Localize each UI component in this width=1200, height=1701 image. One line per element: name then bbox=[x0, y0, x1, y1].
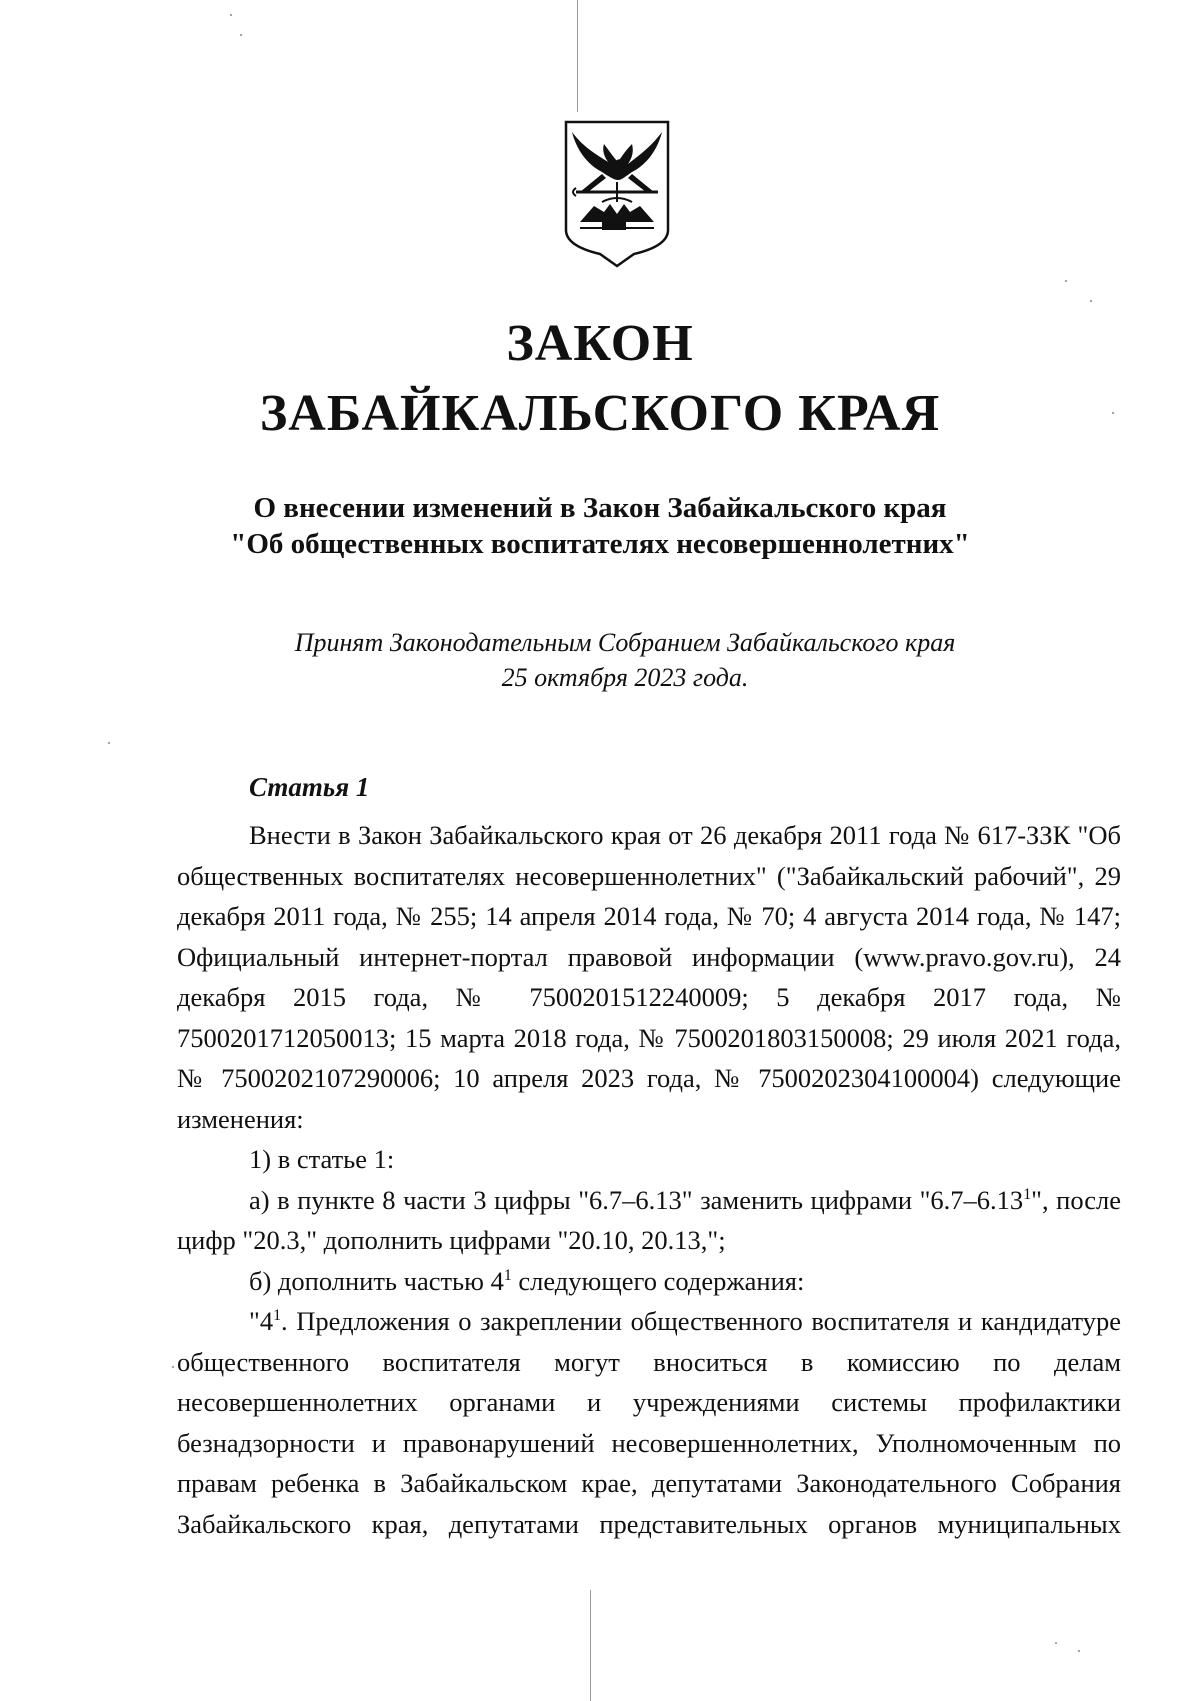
item-1-paragraph: 1) в статье 1: bbox=[249, 1144, 395, 1174]
scan-speck bbox=[230, 14, 232, 16]
scan-speck bbox=[1065, 280, 1067, 282]
article-body bbox=[177, 815, 1121, 1544]
scan-speck bbox=[240, 34, 242, 36]
article-heading: Статья 1 bbox=[249, 772, 370, 802]
item-a-text-1: а) в пункте 8 части 3 цифры "6.7–6.13" заменить цифрами "6.7–6.13 bbox=[249, 1184, 1024, 1215]
quote-superscript: 1 bbox=[273, 1307, 282, 1325]
coat-of-arms-emblem bbox=[562, 118, 672, 268]
scan-speck bbox=[1078, 1650, 1080, 1652]
quote-text-2: . Предложения о закреплении общественного воспитателя и кандидатуре общественного воспитателя могут вноситься в комиссию по делам несовершеннолетних органами и учреждениями системы профилактики безнадзорности и правонарушений несовершеннолетних, Уполномоченным по правам ребенка в Забайкальском крае, депутатами Законодательного Собрания Забайкальского края, депутатами представительных органов муниципальных bbox=[177, 1306, 1121, 1539]
intro-paragraph: Внести в Закон Забайкальского края от 26 декабря 2011 года № 617-ЗЗК "Об общественных воспитателях несовершеннолетних" ("Забайкальский рабочий", 29 декабря 2011 года, № 255; 14 апреля 2014 года, № 70; 4 августа 2014 года, № 147; Официальный интернет-портал правовой информации (www.pravo.gov.ru), 24 декабря 2015 года, № 7500201512240009; 5 декабря 2017 года, № 7500201712050013; 15 марта 2018 года, № 7500201803150008; 29 июля 2021 года, № 7500202107290006; 10 апреля 2023 года, № 7500202304100004) следующие изменения: bbox=[177, 820, 1121, 1134]
scan-speck bbox=[1055, 1642, 1057, 1644]
item-a-superscript: 1 bbox=[1023, 1185, 1032, 1203]
adoption-note-line1: Принят Законодательным Собранием Забайкальского края bbox=[294, 628, 956, 657]
scan-speck bbox=[108, 742, 110, 744]
quoted-part-paragraph bbox=[177, 1301, 1121, 1544]
scan-speck bbox=[1090, 300, 1092, 302]
law-title-line1: ЗАКОН bbox=[506, 315, 694, 372]
item-b-text-2: следующего содержания: bbox=[511, 1265, 805, 1296]
law-title-line2: ЗАБАЙКАЛЬСКОГО КРАЯ bbox=[259, 385, 941, 442]
scan-fold-line-bottom bbox=[590, 1590, 591, 1701]
quote-text-1: "4 bbox=[249, 1306, 274, 1336]
item-b-superscript: 1 bbox=[503, 1266, 512, 1284]
law-subtitle-line2: "Об общественных воспитателях несовершеннолетних" bbox=[230, 528, 970, 560]
item-b-paragraph bbox=[177, 1261, 1121, 1302]
item-a-paragraph bbox=[177, 1180, 1121, 1261]
scan-fold-line-top bbox=[577, 0, 578, 112]
scan-speck bbox=[172, 1366, 174, 1368]
adoption-note-line2: 25 октября 2023 года. bbox=[501, 663, 749, 692]
item-a-text-2: ", после цифр "20.3," дополнить цифрами "20.10, 20.13,"; bbox=[177, 1184, 1121, 1255]
law-subtitle-line1: О внесении изменений в Закон Забайкальского края bbox=[253, 492, 947, 524]
item-b-text-1: б) дополнить частью 4 bbox=[249, 1265, 504, 1296]
